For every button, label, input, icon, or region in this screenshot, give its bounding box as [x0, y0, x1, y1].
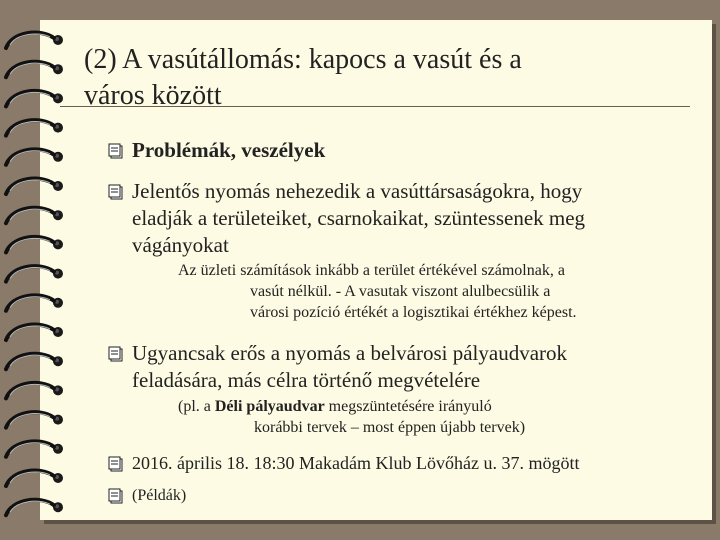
title-line-1: (2) A vasútállomás: kapocs a vasút és a: [84, 44, 522, 75]
spiral-ring-icon: [6, 149, 63, 164]
bullet-text: Problémák, veszélyek: [132, 138, 326, 162]
spiral-ring-icon: [6, 295, 63, 310]
spiral-ring-icon: [6, 500, 63, 515]
spiral-ring-icon: [6, 471, 63, 486]
sub-line: vasút nélkül. - A vasutak viszont alulbecsülik a: [250, 283, 551, 300]
bullet-line: eladják a területeiket, csarnokaikat, szüntessenek meg: [132, 206, 586, 230]
sub-line: Az üzleti számítások inkább a terület értékével számolnak, a: [178, 262, 565, 279]
notebook-bullet-icon: [108, 346, 124, 362]
bullet-text: [132, 340, 567, 394]
notebook-bullet-icon: [108, 184, 124, 200]
notebook-bullet-icon: [108, 488, 124, 504]
sub-line: korábbi tervek – most éppen újabb tervek): [254, 419, 526, 436]
sub-text: megszüntetésére irányuló: [324, 398, 492, 415]
bullet-text: [132, 178, 585, 259]
spiral-ring-icon: [6, 91, 63, 106]
spiral-ring-icon: [6, 383, 63, 398]
spiral-ring-icon: [6, 208, 63, 223]
title-divider: [60, 106, 690, 107]
spiral-binding: [0, 0, 80, 540]
bullet-text: (Példák): [132, 487, 187, 504]
spiral-ring-icon: [6, 33, 63, 48]
sub-line: városi pozíció értékét a logisztikai értékhez képest.: [250, 304, 577, 321]
bullet-text: 2016. április 18. 18:30 Makadám Klub Lövőház u. 37. mögött: [132, 453, 580, 473]
spiral-ring-icon: [6, 237, 63, 252]
station-name: Déli pályaudvar: [214, 398, 325, 415]
sub-text: (pl. a: [178, 398, 215, 415]
title-line-2: város között: [84, 80, 222, 111]
bullet-line: vágányokat: [132, 233, 229, 257]
bullet-line: feladására, más célra történő megvételére: [132, 368, 481, 392]
spiral-ring-icon: [6, 325, 63, 340]
slide-title: [84, 42, 644, 114]
spiral-ring-icon: [6, 179, 63, 194]
notebook-bullet-icon: [108, 143, 124, 159]
spiral-ring-icon: [6, 412, 63, 427]
sub-paragraph-business: [178, 260, 577, 323]
spiral-ring-icon: [6, 354, 63, 369]
bullet-line: Jelentős nyomás nehezedik a vasúttársaságokra, hogy: [132, 179, 583, 203]
sub-paragraph-example: [178, 396, 525, 438]
notebook-bullet-icon: [108, 456, 124, 472]
spiral-ring-icon: [6, 62, 63, 77]
spiral-ring-icon: [6, 266, 63, 281]
spiral-ring-icon: [6, 120, 63, 135]
bullet-line: Ugyancsak erős a nyomás a belvárosi pályaudvarok: [132, 341, 568, 365]
spiral-ring-icon: [6, 441, 63, 456]
